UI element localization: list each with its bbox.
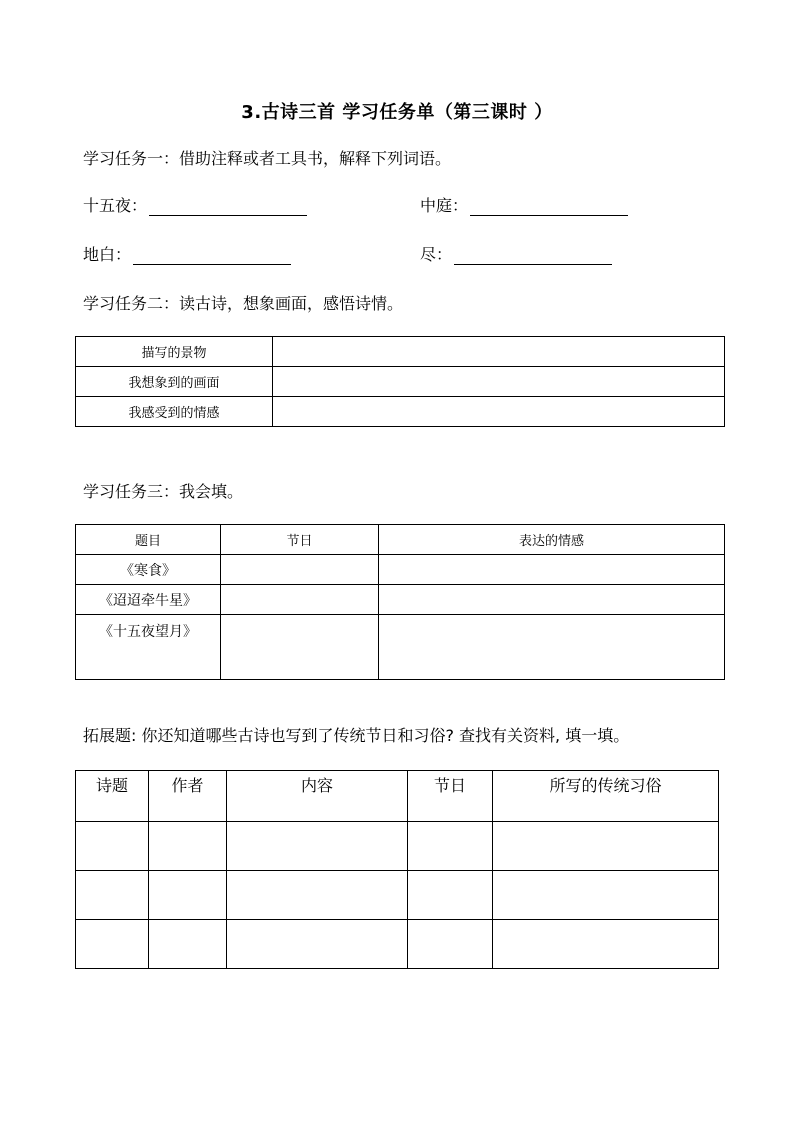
task1-instruction: 学习任务一：借助注释或者工具书，解释下列词语。 [83,149,452,168]
answer-cell[interactable] [227,871,408,920]
column-header: 诗题 [76,771,149,822]
column-header: 表达的情感 [379,525,725,555]
festival-poem-table [75,524,725,680]
table-row [76,397,725,427]
table-header-row [76,771,719,822]
column-header: 所写的传统习俗 [493,771,719,822]
column-header: 作者 [149,771,227,822]
task3-instruction: 学习任务三：我会填。 [83,482,244,501]
extension-table [75,770,719,969]
answer-cell[interactable] [408,920,493,969]
answer-cell[interactable] [273,337,725,367]
answer-cell[interactable] [227,822,408,871]
answer-cell[interactable] [408,871,493,920]
column-header: 题目 [76,525,221,555]
poem-imagery-table [75,336,725,427]
row-label: 描写的景物 [76,337,273,367]
answer-cell[interactable] [221,555,379,585]
answer-cell[interactable] [227,920,408,969]
answer-cell[interactable] [273,367,725,397]
table-header-row [76,525,725,555]
table-row [76,871,719,920]
answer-cell[interactable] [76,822,149,871]
answer-blank[interactable] [470,197,628,216]
word-label: 中庭： [420,196,469,215]
answer-cell[interactable] [379,615,725,680]
word-field-shiwuye [83,193,307,216]
page-title: 3.古诗三首 学习任务单（第三课时 ） [241,102,553,123]
answer-cell[interactable] [408,822,493,871]
table-row [76,585,725,615]
task2-instruction: 学习任务二：读古诗，想象画面，感悟诗情。 [83,294,404,313]
answer-cell[interactable] [273,397,725,427]
word-field-jin [420,242,612,265]
answer-cell[interactable] [379,555,725,585]
table-row [76,367,725,397]
table-row [76,337,725,367]
word-label: 地白： [83,245,132,264]
answer-cell[interactable] [149,822,227,871]
extension-instruction: 拓展题: 你还知道哪些古诗也写到了传统节日和习俗? 查找有关资料, 填一填。 [83,726,630,745]
table-row [76,920,719,969]
answer-cell[interactable] [379,585,725,615]
table-row [76,555,725,585]
table-row [76,822,719,871]
poem-title: 《迢迢牵牛星》 [76,585,221,615]
answer-cell[interactable] [221,615,379,680]
column-header: 节日 [221,525,379,555]
answer-blank[interactable] [149,197,307,216]
answer-cell[interactable] [149,920,227,969]
column-header: 内容 [227,771,408,822]
word-field-zhongting [420,193,628,216]
answer-blank[interactable] [454,246,612,265]
column-header: 节日 [408,771,493,822]
answer-cell[interactable] [76,920,149,969]
poem-title: 《十五夜望月》 [76,615,221,680]
answer-cell[interactable] [149,871,227,920]
answer-cell[interactable] [221,585,379,615]
word-field-dibai [83,242,291,265]
row-label: 我感受到的情感 [76,397,273,427]
table-row [76,615,725,680]
word-label: 十五夜： [83,196,148,215]
poem-title: 《寒食》 [76,555,221,585]
answer-cell[interactable] [493,920,719,969]
word-label: 尽： [420,245,453,264]
answer-cell[interactable] [493,822,719,871]
answer-cell[interactable] [493,871,719,920]
row-label: 我想象到的画面 [76,367,273,397]
answer-blank[interactable] [133,246,291,265]
answer-cell[interactable] [76,871,149,920]
